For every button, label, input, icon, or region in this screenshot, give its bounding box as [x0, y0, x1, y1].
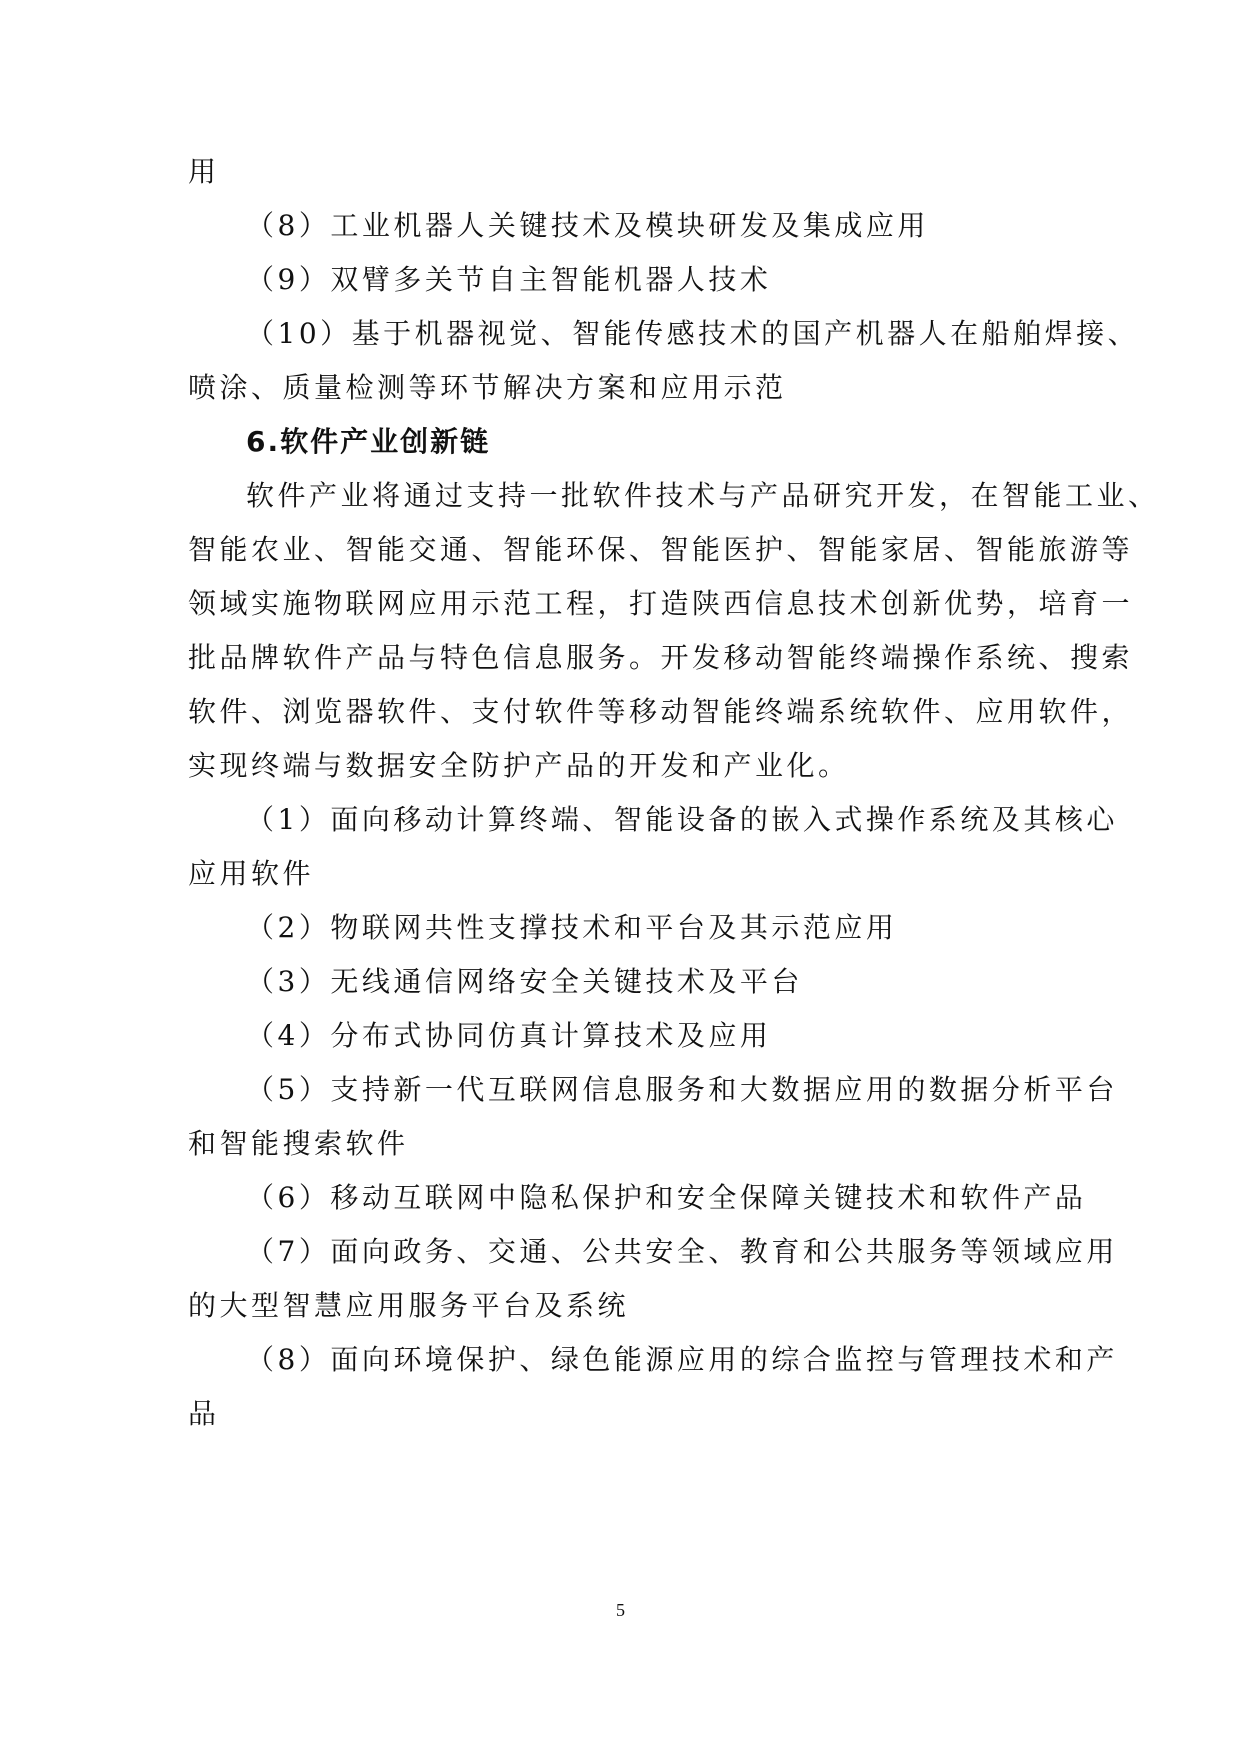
list-item: （1）面向移动计算终端、智能设备的嵌入式操作系统及其核心: [246, 803, 1118, 836]
list-item: （2）物联网共性支撑技术和平台及其示范应用: [246, 911, 898, 944]
list-item: （4）分布式协同仿真计算技术及应用: [246, 1019, 772, 1052]
section-heading: 6.软件产业创新链: [246, 425, 491, 458]
text-line: 品: [188, 1397, 220, 1430]
paragraph-line: 智能农业、智能交通、智能环保、智能医护、智能家居、智能旅游等: [188, 533, 1134, 566]
text-line: 应用软件: [188, 857, 315, 890]
list-item: （9）双臂多关节自主智能机器人技术: [246, 263, 772, 296]
text-line: 用: [188, 155, 220, 188]
list-item: （6）移动互联网中隐私保护和安全保障关键技术和软件产品: [246, 1181, 1087, 1214]
list-item: （5）支持新一代互联网信息服务和大数据应用的数据分析平台: [246, 1073, 1118, 1106]
paragraph-line: 批品牌软件产品与特色信息服务。开发移动智能终端操作系统、搜索: [188, 641, 1134, 674]
page-number: 5: [616, 1600, 625, 1620]
list-item: （8）面向环境保护、绿色能源应用的综合监控与管理技术和产: [246, 1343, 1118, 1376]
text-line: 和智能搜索软件: [188, 1127, 409, 1160]
paragraph-line: 软件产业将通过支持一批软件技术与产品研究开发，在智能工业、: [246, 479, 1160, 512]
list-item: （3）无线通信网络安全关键技术及平台: [246, 965, 803, 998]
paragraph-line: 实现终端与数据安全防护产品的开发和产业化。: [188, 749, 850, 782]
list-item: （10）基于机器视觉、智能传感技术的国产机器人在船舶焊接、: [246, 317, 1140, 350]
paragraph-line: 软件、浏览器软件、支付软件等移动智能终端系统软件、应用软件，: [188, 695, 1134, 728]
text-line: 喷涂、质量检测等环节解决方案和应用示范: [188, 371, 787, 404]
list-item: （7）面向政务、交通、公共安全、教育和公共服务等领域应用: [246, 1235, 1118, 1268]
list-item: （8）工业机器人关键技术及模块研发及集成应用: [246, 209, 929, 242]
paragraph-line: 领域实施物联网应用示范工程，打造陕西信息技术创新优势，培育一: [188, 587, 1134, 620]
text-line: 的大型智慧应用服务平台及系统: [188, 1289, 630, 1322]
